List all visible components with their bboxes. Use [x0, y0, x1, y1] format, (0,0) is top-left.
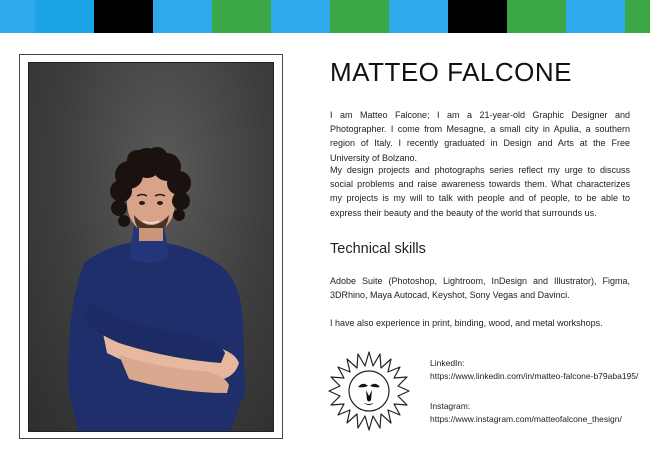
stripe-segment — [448, 0, 507, 33]
stripe-segment — [35, 0, 94, 33]
bio-paragraph: My design projects and photographs series reflect my urge to discuss social problems and raise awareness towards them. What characterizes my projects is my will to talk with people and of people, to be able to express their beauty and the beauty of the world that surrounds us. — [330, 165, 630, 218]
stripe-segment — [566, 0, 625, 33]
page-title: MATTEO FALCONE — [330, 57, 572, 87]
portrait-illustration — [29, 63, 274, 432]
bio-paragraph: I am Matteo Falcone; I am a 21-year-old Graphic Designer and Photographer. I come from Mesagne, a small city in Apulia, a southern region of Italy. I recently graduated in Design and Arts at the Free University of Bolzano. — [330, 110, 630, 163]
stripe-segment — [507, 0, 566, 33]
stripe-segment — [212, 0, 271, 33]
portrait-photo — [28, 62, 274, 432]
instagram-link[interactable]: https://www.instagram.com/matteofalcone_thesign/ — [430, 414, 622, 424]
section-heading-skills: Technical skills — [330, 241, 426, 257]
stripe-segment — [389, 0, 448, 33]
skills-experience-text: I have also experience in print, binding, wood, and metal workshops. — [330, 318, 603, 328]
stripe-segment — [94, 0, 153, 33]
linkedin-link[interactable]: https://www.linkedin.com/in/matteo-falcone-b79aba195/ — [430, 371, 639, 381]
stripe-segment — [330, 0, 389, 33]
skills-software-text: Adobe Suite (Photoshop, Lightroom, InDesign and Illustrator), Figma, 3DRhino, Maya Autocad, Keyshot, Sony Vegas and Davinci. — [330, 276, 630, 301]
linkedin-block — [430, 357, 638, 383]
instagram-block — [430, 400, 622, 426]
stripe-segment — [625, 0, 650, 33]
stripe-segment — [153, 0, 212, 33]
stripe-segment — [271, 0, 330, 33]
stripe-segment — [0, 0, 35, 33]
portrait-frame — [19, 54, 283, 439]
sun-face-logo-icon — [328, 350, 410, 432]
instagram-label: Instagram: — [430, 401, 471, 411]
linkedin-label: LinkedIn: — [430, 358, 465, 368]
color-stripe-header — [0, 0, 650, 33]
